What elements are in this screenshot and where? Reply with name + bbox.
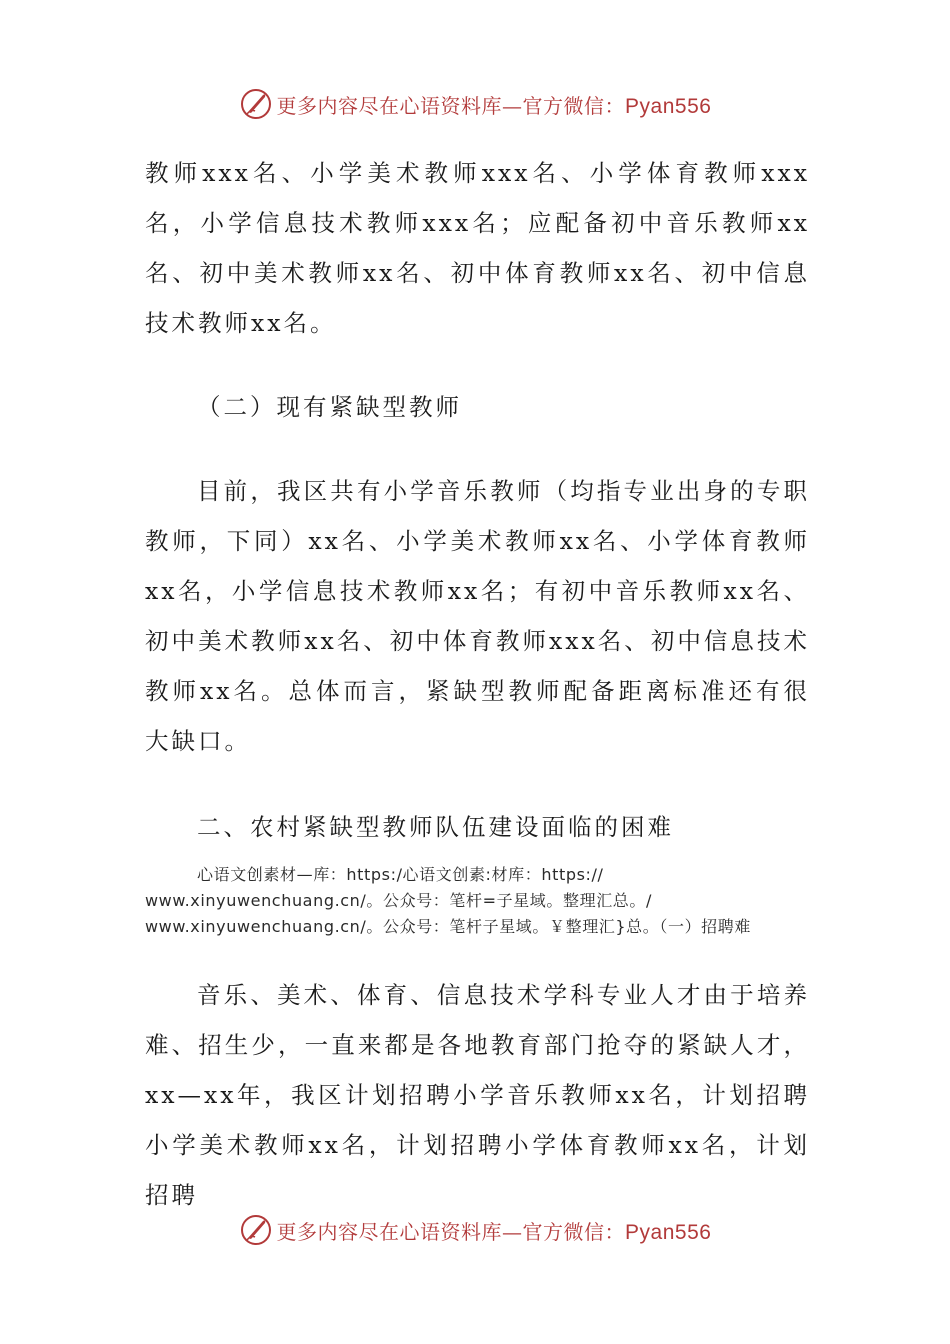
paragraph-continued: 教师xxx名、小学美术教师xxx名、小学体育教师xxx名，小学信息技术教师xxx名；应配备初中音乐教师xx名、初中美术教师xx名、初中体育教师xx名、初中信息技术教师xx名。 [145,159,810,337]
banner-text: 更多内容尽在心语资料库—官方微信：Pyan556 [276,93,712,118]
quill-logo-icon [239,87,273,121]
watermark-text: 心语文创素材—库：https:/心语文创素:材库：https:// www.xinyuwenchuang.cn/。公众号：笔杆=子星域。整理汇总。/ www.xinyuwenchuang.cn/。公众号：笔杆子星域。￥整理汇}总。（一）招聘难 [145,865,751,936]
header-banner [0,84,950,124]
section-heading-difficulties: 二、农村紧缺型教师队伍建设面临的困难 [197,813,674,841]
footer-banner [0,1210,950,1250]
quill-logo-icon [239,1213,273,1247]
banner-text: 更多内容尽在心语资料库—官方微信：Pyan556 [276,1219,712,1244]
paragraph-recruitment: 音乐、美术、体育、信息技术学科专业人才由于培养难、招生少，一直来都是各地教育部门抢夺的紧缺人才，xx—xx年，我区计划招聘小学音乐教师xx名，计划招聘小学美术教师xx名，计划招聘小学体育教师xx名，计划招聘 [145,981,810,1209]
document-body [145,148,810,1220]
paragraph-current-status: 目前，我区共有小学音乐教师（均指专业出身的专职教师，下同）xx名、小学美术教师xx名、小学体育教师xx名，小学信息技术教师xx名；有初中音乐教师xx名、初中美术教师xx名、初中体育教师xxx名、初中信息技术教师xx名。总体而言，紧缺型教师配备距离标准还有很大缺口。 [145,477,810,755]
section-heading-existing-teachers: （二）现有紧缺型教师 [197,393,462,421]
